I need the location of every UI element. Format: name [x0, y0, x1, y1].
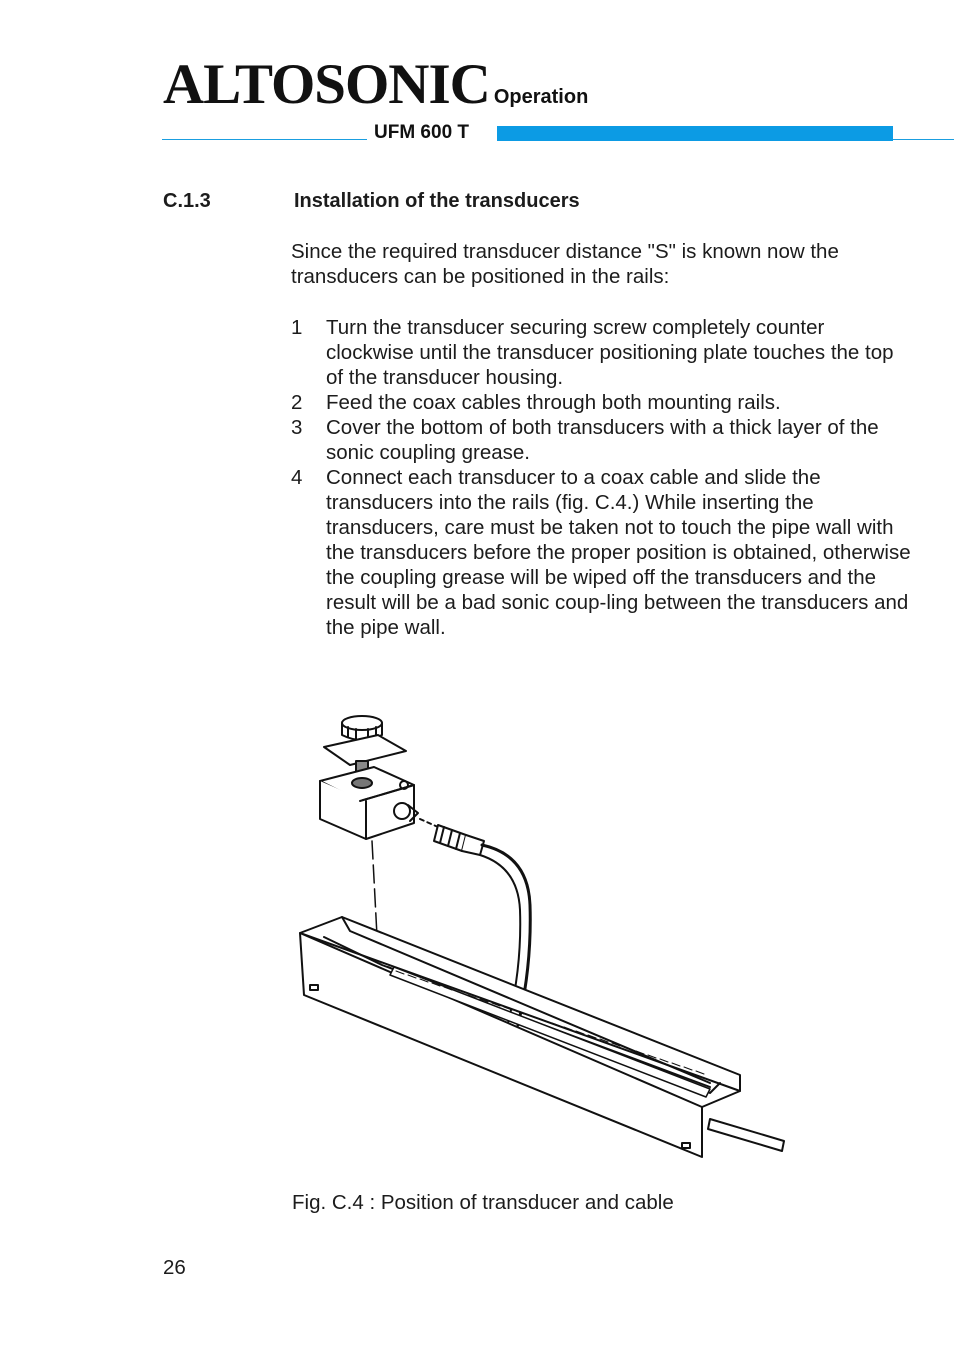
- step-text: Cover the bottom of both transducers with a thick layer of the sonic coupling grease.: [326, 416, 879, 464]
- step-number: 3: [291, 416, 303, 439]
- step-text: Connect each transducer to a coax cable and slide the transducers into the rails (fig. C.4.) While inserting the transducers, care must be taken not to touch the pipe wall with the transducers before the proper position is obtained, otherwise the coupling grease will be wiped off the transducers and the result will be a bad sonic coup-ling between the transducers and the pipe wall.: [326, 466, 911, 639]
- header-rule-right: [893, 139, 954, 140]
- figure-caption: Fig. C.4 : Position of transducer and cable: [292, 1191, 674, 1214]
- brand-header: [163, 53, 589, 116]
- page-number: 26: [163, 1256, 186, 1279]
- document-subtitle: Operation: [493, 86, 589, 108]
- section-number: C.1.3: [163, 190, 211, 212]
- step-list: [291, 315, 911, 640]
- step-number: 1: [291, 316, 303, 339]
- step-number: 4: [291, 466, 303, 489]
- list-item: [291, 465, 911, 640]
- section-title: Installation of the transducers: [294, 190, 580, 212]
- transducer-rail-illustration: [290, 705, 800, 1165]
- header-rule-left: [162, 139, 367, 140]
- list-item: [291, 315, 911, 390]
- mounting-rail-icon: [300, 917, 784, 1157]
- list-item: [291, 415, 911, 465]
- intro-paragraph: Since the required transducer distance "S" is known now the transducers can be positioned in the rails:: [291, 240, 839, 288]
- step-number: 2: [291, 391, 303, 414]
- step-text: Turn the transducer securing screw completely counter clockwise until the transducer positioning plate touches the top of the transducer housing.: [326, 316, 894, 389]
- model-label: UFM 600 T: [374, 122, 470, 143]
- step-text: Feed the coax cables through both mounting rails.: [326, 391, 781, 414]
- list-item: [291, 390, 911, 415]
- header-accent-bar: [497, 126, 893, 141]
- coax-connector-icon: [434, 825, 484, 855]
- transducer-housing-icon: [320, 767, 418, 839]
- brand-logo: ALTOSONIC: [163, 53, 490, 116]
